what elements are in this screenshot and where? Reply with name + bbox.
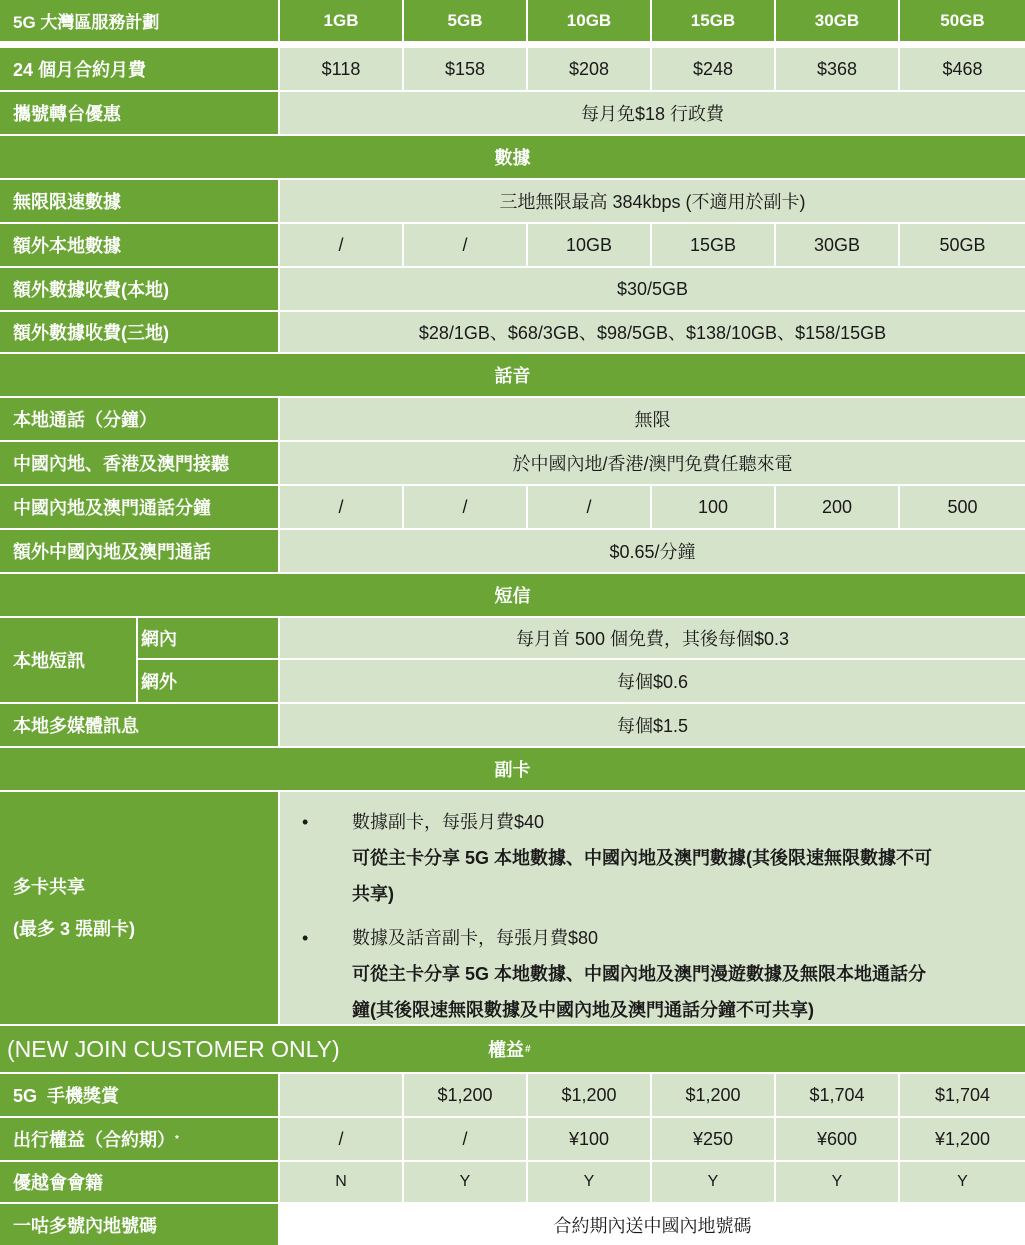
charge-local-label: 額外數據收費(本地) <box>0 268 278 310</box>
travel-benefit-cell: ¥600 <box>776 1118 898 1160</box>
extra-local-data-cell: / <box>404 224 526 266</box>
extra-local-data-label: 額外本地數據 <box>0 224 278 266</box>
port-offer-value: 每月免$18 行政費 <box>280 92 1025 134</box>
phone-reward-label: 5G 手機獎賞 <box>0 1074 278 1116</box>
section-voice-title: 話音 <box>0 354 1025 396</box>
extra-mainland-call-label: 額外中國內地及澳門通話 <box>0 530 278 572</box>
travel-benefit-cell: / <box>404 1118 526 1160</box>
plan-header-5gb: 5GB <box>404 0 526 41</box>
extra-local-data-cell: 50GB <box>900 224 1025 266</box>
monthly-fee-cell: $158 <box>404 48 526 90</box>
mainland-minutes-cell: 500 <box>900 486 1025 528</box>
receive-call-value: 於中國內地/香港/澳門免費任聽來電 <box>280 442 1025 484</box>
sim-item-voice-desc-line2: 鐘(其後限速無限數據及中國內地及澳門通話分鐘不可共享) <box>352 1000 814 1020</box>
sim-item-data-desc-line2: 共享) <box>352 884 394 904</box>
extra-local-data-cell: 10GB <box>528 224 650 266</box>
extra-local-data-cell: / <box>280 224 402 266</box>
monthly-fee-cell: $368 <box>776 48 898 90</box>
monthly-fee-cell: $118 <box>280 48 402 90</box>
benefits-title <box>488 1026 531 1072</box>
receive-call-label: 中國內地、香港及澳門接聽 <box>0 442 278 484</box>
sim-item-data-title: 數據副卡，每張月費$40 <box>352 812 545 832</box>
membership-cell: Y <box>776 1162 898 1202</box>
phone-reward-cell <box>280 1074 402 1116</box>
sim-item-voice <box>302 920 1015 1028</box>
section-data-title: 數據 <box>0 136 1025 178</box>
mainland-minutes-cell: / <box>280 486 402 528</box>
mainland-number-value: 合約期內送中國內地號碼 <box>280 1204 1025 1245</box>
local-call-value: 無限 <box>280 398 1025 440</box>
new-join-note: (NEW JOIN CUSTOMER ONLY) <box>7 1035 340 1062</box>
section-benefits-title <box>0 1026 1025 1072</box>
mms-value: 每個$1.5 <box>280 704 1025 746</box>
membership-cell: Y <box>404 1162 526 1202</box>
phone-reward-cell: $1,200 <box>404 1074 526 1116</box>
charge-local-value: $30/5GB <box>280 268 1025 310</box>
sim-item-voice-title: 數據及話音副卡，每張月費$80 <box>352 928 599 948</box>
membership-cell: N <box>280 1162 402 1202</box>
onnet-label: 網內 <box>138 618 278 658</box>
travel-benefit-cell: ¥1,200 <box>900 1118 1025 1160</box>
charge-three-value: $28/1GB、$68/3GB、$98/5GB、$138/10GB、$158/15GB <box>280 312 1025 352</box>
multi-sim-label <box>0 792 278 1024</box>
sim-item-data-desc-line1: 可從主卡分享 5G 本地數據、中國內地及澳門數據(其後限速無限數據不可 <box>352 848 933 868</box>
onnet-value: 每月首 500 個免費，其後每個$0.3 <box>280 618 1025 658</box>
plan-header-15gb: 15GB <box>652 0 774 41</box>
mainland-minutes-cell: / <box>404 486 526 528</box>
offnet-value: 每個$0.6 <box>280 660 1025 702</box>
local-call-label: 本地通話（分鐘） <box>0 398 278 440</box>
mainland-minutes-label: 中國內地及澳門通話分鐘 <box>0 486 278 528</box>
extra-local-data-cell: 30GB <box>776 224 898 266</box>
membership-cell: Y <box>528 1162 650 1202</box>
benefits-title-mark: # <box>525 1043 531 1055</box>
phone-reward-cell: $1,200 <box>652 1074 774 1116</box>
plan-header-50gb: 50GB <box>900 0 1025 41</box>
membership-label: 優越會會籍 <box>0 1162 278 1202</box>
multi-sim-label-line1: 多卡共享 <box>13 877 85 897</box>
travel-benefit-cell: ¥100 <box>528 1118 650 1160</box>
sim-item-voice-desc-line1: 可從主卡分享 5G 本地數據、中國內地及澳門漫遊數據及無限本地通話分 <box>352 964 927 984</box>
port-offer-label: 攜號轉台優惠 <box>0 92 278 134</box>
monthly-fee-label: 24 個月合約月費 <box>0 48 278 90</box>
phone-reward-cell: $1,200 <box>528 1074 650 1116</box>
plan-header-1gb: 1GB <box>280 0 402 41</box>
unlimited-data-label: 無限限速數據 <box>0 180 278 222</box>
phone-reward-cell: $1,704 <box>776 1074 898 1116</box>
mainland-minutes-cell: 100 <box>652 486 774 528</box>
monthly-fee-cell: $248 <box>652 48 774 90</box>
mainland-minutes-cell: 200 <box>776 486 898 528</box>
mainland-minutes-cell: / <box>528 486 650 528</box>
membership-cell: Y <box>652 1162 774 1202</box>
offnet-label: 網外 <box>138 660 278 702</box>
membership-cell: Y <box>900 1162 1025 1202</box>
travel-benefit-label-text: 出行權益（合約期） <box>13 1130 175 1150</box>
mainland-number-label: 一咕多號內地號碼 <box>0 1204 278 1245</box>
plan-title: 5G 大灣區服務計劃 <box>13 13 160 32</box>
mms-label: 本地多媒體訊息 <box>0 704 278 746</box>
unlimited-data-value: 三地無限最高 384kbps (不適用於副卡) <box>280 180 1025 222</box>
charge-three-label: 額外數據收費(三地) <box>0 312 278 352</box>
travel-benefit-label <box>0 1118 278 1160</box>
monthly-fee-cell: $208 <box>528 48 650 90</box>
travel-benefit-cell: / <box>280 1118 402 1160</box>
bullet-icon: • <box>302 928 309 948</box>
sim-item-data <box>302 804 1015 912</box>
plan-header-10gb: 10GB <box>528 0 650 41</box>
travel-benefit-cell: ¥250 <box>652 1118 774 1160</box>
plan-header-30gb: 30GB <box>776 0 898 41</box>
section-sim-title: 副卡 <box>0 748 1025 790</box>
extra-local-data-cell: 15GB <box>652 224 774 266</box>
phone-reward-cell: $1,704 <box>900 1074 1025 1116</box>
monthly-fee-cell: $468 <box>900 48 1025 90</box>
section-sms-title: 短信 <box>0 574 1025 616</box>
multi-sim-label-line2: (最多 3 張副卡) <box>13 919 136 939</box>
multi-sim-details <box>280 792 1025 1024</box>
travel-benefit-mark: * <box>175 1133 179 1145</box>
benefits-title-text: 權益 <box>488 1040 524 1060</box>
extra-mainland-call-value: $0.65/分鐘 <box>280 530 1025 572</box>
bullet-icon: • <box>302 812 309 832</box>
plan-title-cell <box>0 0 278 41</box>
local-sms-label: 本地短訊 <box>0 618 136 702</box>
